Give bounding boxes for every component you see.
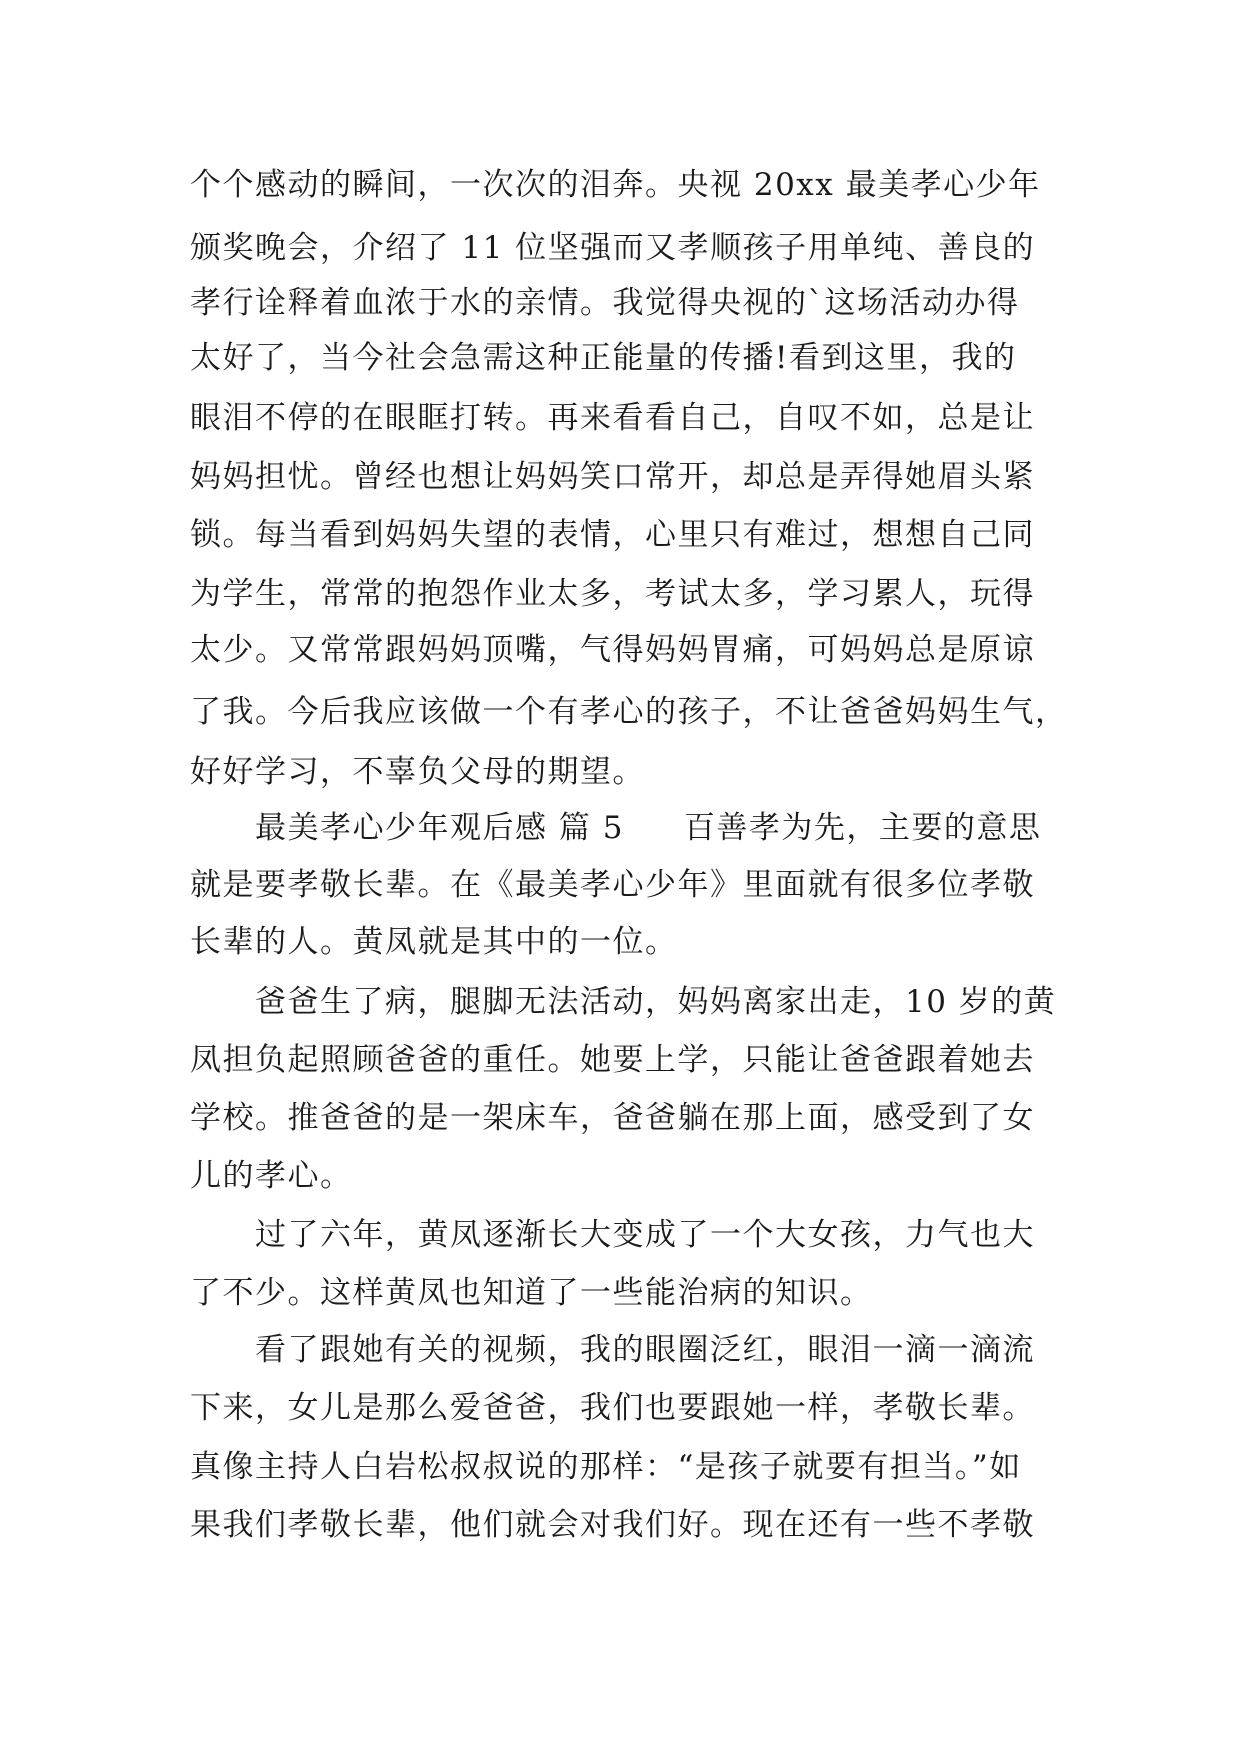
text-line: 就是要孝敬长辈。在《最美孝心少年》里面就有很多位孝敬 xyxy=(190,867,1035,903)
section-heading: 最美孝心少年观后感 篇 5 xyxy=(255,810,624,846)
text-line: 太好了，当今社会急需这种正能量的传播!看到这里，我的 xyxy=(190,340,1017,376)
text-line: 看了跟她有关的视频，我的眼圈泛红，眼泪一滴一滴流 xyxy=(255,1332,1035,1368)
text-line: 长辈的人。黄凤就是其中的一位。 xyxy=(190,924,678,960)
text-line: 下来，女儿是那么爱爸爸，我们也要跟她一样，孝敬长辈。 xyxy=(190,1390,1035,1426)
text-line: 太少。又常常跟妈妈顶嘴，气得妈妈胃痛，可妈妈总是原谅 xyxy=(190,632,1035,668)
text-line: 凤担负起照顾爸爸的重任。她要上学，只能让爸爸跟着她去 xyxy=(190,1042,1035,1078)
text-line: 果我们孝敬长辈，他们就会对我们好。现在还有一些不孝敬 xyxy=(190,1507,1035,1543)
text-line: 爸爸生了病，腿脚无法活动，妈妈离家出走，10 岁的黄 xyxy=(255,984,1057,1020)
text-line: 眼泪不停的在眼眶打转。再来看看自己，自叹不如，总是让 xyxy=(190,400,1035,436)
text-line: 个个感动的瞬间，一次次的泪奔。央视 20xx 最美孝心少年 xyxy=(190,167,1041,203)
text-line: 锁。每当看到妈妈失望的表情，心里只有难过，想想自己同 xyxy=(190,517,1035,553)
text-line: 儿的孝心。 xyxy=(190,1158,353,1194)
text-line: 真像主持人白岩松叔叔说的那样：“是孩子就要有担当。”如 xyxy=(190,1449,1022,1485)
text-line: 妈妈担忧。曾经也想让妈妈笑口常开，却总是弄得她眉头紧 xyxy=(190,459,1035,495)
text-line: 了不少。这样黄凤也知道了一些能治病的知识。 xyxy=(190,1275,873,1311)
text-line: 颁奖晚会，介绍了 11 位坚强而又孝顺孩子用单纯、善良的 xyxy=(190,230,1036,266)
section-first-text: 百善孝为先，主要的意思 xyxy=(683,810,1042,846)
text-line: 过了六年，黄凤逐渐长大变成了一个大女孩，力气也大 xyxy=(255,1217,1035,1253)
text-line: 为学生，常常的抱怨作业太多，考试太多，学习累人，玩得 xyxy=(190,576,1035,612)
text-line: 好好学习，不辜负父母的期望。 xyxy=(190,754,645,790)
text-line: 孝行诠释着血浓于水的亲情。我觉得央视的`这场活动办得 xyxy=(190,285,1020,321)
text-line: 了我。今后我应该做一个有孝心的孩子，不让爸爸妈妈生气， xyxy=(190,694,1068,730)
text-line: 学校。推爸爸的是一架床车，爸爸躺在那上面，感受到了女 xyxy=(190,1100,1035,1136)
section-heading-line xyxy=(255,808,1041,848)
